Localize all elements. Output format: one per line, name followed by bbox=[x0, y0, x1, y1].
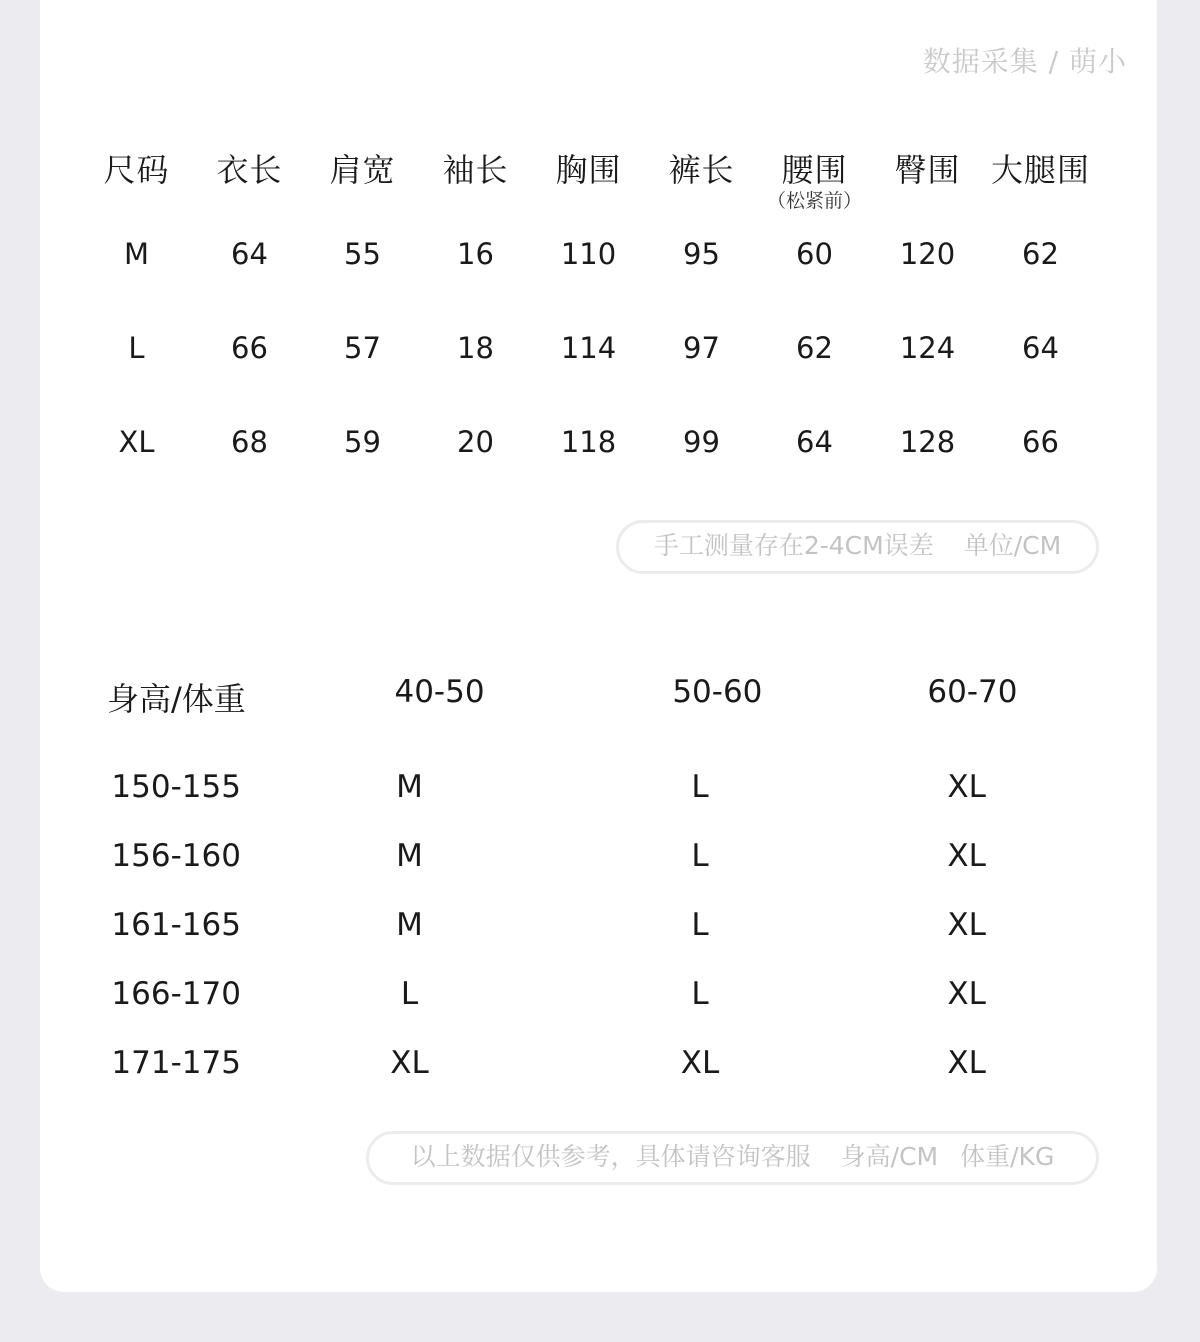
table-cell: 95 bbox=[683, 237, 720, 271]
table-cell: 97 bbox=[683, 331, 720, 365]
table-cell: 57 bbox=[344, 331, 381, 365]
table-cell: 66 bbox=[1022, 425, 1059, 459]
table-cell: 20 bbox=[457, 425, 494, 459]
height-range: 166-170 bbox=[111, 975, 241, 1012]
table-cell: 118 bbox=[560, 425, 617, 459]
reference-note: 以上数据仅供参考，具体请咨询客服 bbox=[410, 1142, 811, 1171]
data-credit: 数据采集 / 萌小 bbox=[922, 45, 1127, 78]
table-cell: 99 bbox=[683, 425, 720, 459]
fit-corner-label: 身高/体重 bbox=[107, 680, 246, 718]
header-shoulder-width: 肩宽 bbox=[329, 151, 396, 189]
fit-chart-table bbox=[100, 674, 1100, 1097]
header-waist-label: 腰围 bbox=[781, 151, 848, 189]
height-range: 150-155 bbox=[111, 768, 241, 805]
size-guide-card bbox=[40, 0, 1157, 1292]
table-cell: 64 bbox=[796, 425, 833, 459]
height-unit-note: 身高/CM bbox=[840, 1142, 939, 1171]
table-cell: 62 bbox=[796, 331, 833, 365]
table-cell: L bbox=[691, 837, 709, 874]
header-hip: 臀围 bbox=[894, 151, 961, 189]
table-cell: 62 bbox=[1022, 237, 1059, 271]
table-cell: 120 bbox=[899, 237, 956, 271]
table-row bbox=[100, 752, 1100, 821]
table-cell: 59 bbox=[344, 425, 381, 459]
table-cell: M bbox=[123, 237, 150, 271]
table-cell: L bbox=[691, 906, 709, 943]
size-row-xl bbox=[80, 422, 1120, 516]
size-row-l bbox=[80, 328, 1120, 422]
weight-range-header: 50-60 bbox=[672, 674, 763, 710]
table-cell: 64 bbox=[231, 237, 268, 271]
table-cell: XL bbox=[118, 425, 155, 459]
header-thigh: 大腿围 bbox=[990, 151, 1090, 189]
table-cell: XL bbox=[947, 975, 986, 1012]
table-cell: L bbox=[400, 975, 419, 1012]
table-cell: XL bbox=[947, 1044, 986, 1081]
table-cell: XL bbox=[680, 1044, 720, 1081]
table-cell: 55 bbox=[344, 237, 381, 271]
table-cell: XL bbox=[390, 1044, 429, 1081]
fit-chart-header-row bbox=[100, 674, 1100, 752]
table-cell: 114 bbox=[560, 331, 617, 365]
measurement-error-note: 手工测量存在2-4CM误差 bbox=[653, 531, 934, 560]
table-cell: 68 bbox=[231, 425, 268, 459]
table-cell: M bbox=[396, 837, 423, 874]
table-cell: 124 bbox=[899, 331, 956, 365]
header-garment-length: 衣长 bbox=[216, 151, 283, 189]
table-cell: M bbox=[396, 768, 423, 805]
table-cell: M bbox=[396, 906, 423, 943]
measurement-note-pill bbox=[616, 520, 1099, 574]
table-cell: 18 bbox=[457, 331, 494, 365]
table-cell: L bbox=[128, 331, 145, 365]
header-pants-length: 裤长 bbox=[668, 151, 735, 189]
header-sleeve-length: 袖长 bbox=[442, 151, 509, 189]
weight-range-header: 40-50 bbox=[394, 674, 485, 710]
header-chest: 胸围 bbox=[555, 151, 622, 189]
table-cell: 128 bbox=[899, 425, 956, 459]
table-cell: XL bbox=[947, 768, 986, 805]
table-row bbox=[100, 1028, 1100, 1097]
table-row bbox=[100, 821, 1100, 890]
table-cell: XL bbox=[947, 906, 986, 943]
table-cell: 16 bbox=[457, 237, 494, 271]
table-cell: XL bbox=[947, 837, 986, 874]
table-cell: L bbox=[691, 975, 709, 1012]
waist-relaxed-note: （松紧前） bbox=[766, 190, 862, 212]
table-cell: 66 bbox=[231, 331, 268, 365]
reference-note-pill bbox=[366, 1131, 1099, 1185]
size-row-m bbox=[80, 234, 1120, 328]
unit-note: 单位/CM bbox=[963, 531, 1062, 560]
table-cell: 64 bbox=[1022, 331, 1059, 365]
weight-unit-note: 体重/KG bbox=[960, 1142, 1055, 1171]
size-chart-header-row bbox=[80, 150, 1120, 234]
table-cell: 110 bbox=[560, 237, 617, 271]
header-size: 尺码 bbox=[103, 151, 170, 189]
table-cell: L bbox=[691, 768, 709, 805]
height-range: 156-160 bbox=[111, 837, 241, 874]
header-waist bbox=[758, 150, 871, 212]
table-cell: 60 bbox=[796, 237, 833, 271]
weight-range-header: 60-70 bbox=[927, 674, 1018, 710]
size-chart-table bbox=[80, 150, 1120, 516]
table-row bbox=[100, 959, 1100, 1028]
height-range: 171-175 bbox=[111, 1044, 241, 1081]
height-range: 161-165 bbox=[111, 906, 241, 943]
table-row bbox=[100, 890, 1100, 959]
